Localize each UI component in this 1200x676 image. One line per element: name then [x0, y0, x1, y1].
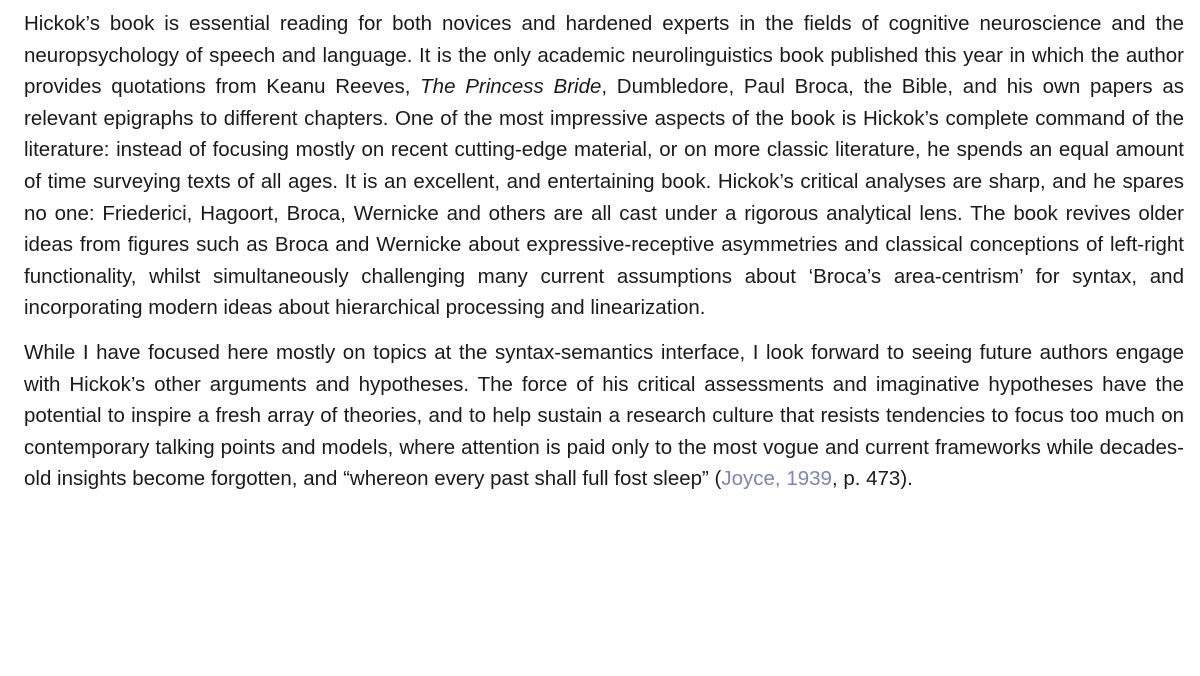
paragraph-1-text-b: , Dumbledore, Paul Broca, the Bible, and his own papers as relevant epigraphs to different chapters. One of the most impressive aspects of the book is Hickok’s complete command of the literature: instead of focusing mostly on recent cutting-edge material, or on more classic literature, he spends an equal amount of time surveying texts of all ages. It is an excellent, and entertaining book. Hickok’s critical analyses are sharp, and he spares no one: Friederici, Hagoort, Broca, Wernicke and others are all cast under a rigorous analytical lens. The book revives older ideas from figures such as Broca and Wernicke about expressive-receptive asymmetries and classical conceptions of left-right functionality, whilst simultaneously challenging many current assumptions about ‘Broca’s area-centrism’ for syntax, and incorporating modern ideas about hierarchical processing and linearization. [24, 75, 1185, 320]
citation-link-joyce-1939[interactable]: Joyce, 1939 [721, 467, 832, 491]
paragraph-1-text-a: Hickok’s book is essential reading for both novices and hardened experts in the fields of cognitive neuroscience and the neuropsychology of speech and language. It is the only academic neurolinguistics book published this year in which the author provides quotations from Keanu Reeves, [24, 12, 1184, 99]
review-paragraph-2 [24, 337, 1184, 495]
paragraph-2-text-a: While I have focused here mostly on topics at the syntax-semantics interface, I look forward to seeing future authors engage with Hickok’s other arguments and hypotheses. The force of his critical assessments and imaginative hypotheses have the potential to inspire a fresh array of theories, and to help sustain a research culture that resists tendencies to focus too much on contemporary talking points and models, where attention is paid only to the most vogue and current frameworks while decades-old insights become forgotten, and “whereon every past shall full fost sleep” ( [24, 340, 1184, 491]
review-paragraph-1 [24, 8, 1184, 324]
book-title-italic: The Princess Bride [420, 75, 602, 99]
document-body [24, 8, 1184, 495]
paragraph-2-text-b: , p. 473). [831, 467, 913, 491]
